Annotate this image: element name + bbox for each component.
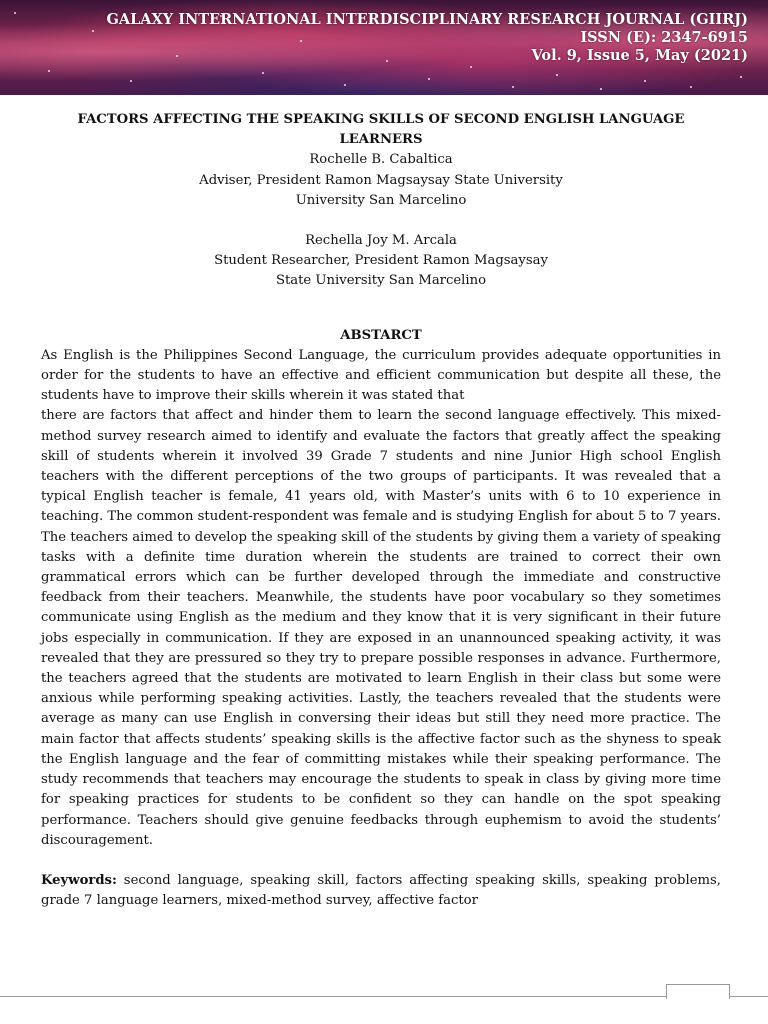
- star-decoration: [14, 12, 16, 14]
- page-number-box: [666, 984, 730, 999]
- journal-name: GALAXY INTERNATIONAL INTERDISCIPLINARY RESEARCH JOURNAL (GIIRJ): [106, 11, 748, 28]
- article-title-line2: LEARNERS: [339, 132, 423, 148]
- footer-divider: [0, 996, 768, 997]
- star-decoration: [470, 66, 472, 68]
- keywords-text: second language, speaking skill, factors affecting speaking skills, speaking problems, grade 7 language learners, mixed-method survey, affective factor: [41, 872, 721, 909]
- star-decoration: [344, 84, 346, 86]
- article-body: [41, 110, 721, 911]
- star-decoration: [512, 86, 514, 88]
- star-decoration: [262, 72, 264, 74]
- abstract-paragraph: As English is the Philippines Second Language, the curriculum provides adequate opportunities in order for the students to have an effective and efficient communication but despite all these, the students have to improve their skills wherein it was stated that: [41, 347, 721, 404]
- keywords: [41, 871, 721, 911]
- journal-banner: [0, 0, 768, 95]
- star-decoration: [740, 76, 742, 78]
- star-decoration: [48, 70, 50, 72]
- star-decoration: [556, 74, 558, 76]
- author-affiliation: State University San Marcelino: [275, 273, 487, 289]
- star-decoration: [428, 78, 430, 80]
- abstract-paragraph: there are factors that affect and hinder them to learn the second language effectively. This mixed-method survey research aimed to identify and evaluate the factors that greatly affect the speaking skill of students wherein it involved 39 Grade 7 students and nine Junior High school English teachers with the different perceptions of the two groups of participants. It was revealed that a typical English teacher is female, 41 years old, with Master’s units with 6 to 10 experience in teaching. The common student-respondent was female and is studying English for about 5 to 7 years. The teachers aimed to develop the speaking skill of the students by giving them a variety of speaking tasks with a definite time duration wherein the students are trained to correct their own grammatical errors which can be further developed through the immediate and constructive feedback from their teachers. Meanwhile, the students have poor vocabulary so they sometimes communicate using English as the medium and they know that it is very significant in their future jobs especially in communication. If they are exposed in an unannounced speaking activity, it was revealed that they are pressured so they try to prepare possible responses in advance. Furthermore, the teachers agreed that the students are motivated to learn English in their class but some were anxious while performing speaking activities. Lastly, the teachers revealed that the students were average as many can use English in conversing their ideas but still they need more practice. The main factor that affects students’ speaking skills is the affective factor such as the shyness to speak the English language and the fear of committing mistakes while their speaking performance. The study recommends that teachers may encourage the students to speak in class by giving more time for speaking practices for students to be confident so they can handle on the spot speaking performance. Teachers should give genuine feedbacks through euphemism to avoid the students’ discouragement.: [41, 408, 721, 848]
- author-affiliation: Adviser, President Ramon Magsaysay State University: [199, 172, 563, 188]
- star-decoration: [130, 80, 132, 82]
- star-decoration: [92, 30, 94, 32]
- journal-volume: Vol. 9, Issue 5, May (2021): [531, 47, 748, 64]
- journal-issn: ISSN (E): 2347-6915: [580, 29, 748, 46]
- abstract-heading: ABSTARCT: [340, 327, 422, 343]
- author-name: Rechella Joy M. Arcala: [305, 233, 457, 249]
- author-affiliation: Student Researcher, President Ramon Magsaysay: [214, 253, 548, 269]
- author-block-2: [41, 231, 721, 292]
- article-title-line1: FACTORS AFFECTING THE SPEAKING SKILLS OF SECOND ENGLISH LANGUAGE: [77, 112, 685, 127]
- keywords-label: Keywords:: [41, 872, 117, 888]
- star-decoration: [600, 88, 602, 90]
- author-block-1: [41, 150, 721, 211]
- author-name: Rochelle B. Cabaltica: [309, 152, 453, 168]
- star-decoration: [386, 60, 388, 62]
- star-decoration: [690, 86, 692, 88]
- star-decoration: [644, 80, 646, 82]
- star-decoration: [300, 40, 302, 42]
- author-affiliation: University San Marcelino: [295, 192, 467, 208]
- star-decoration: [176, 55, 178, 57]
